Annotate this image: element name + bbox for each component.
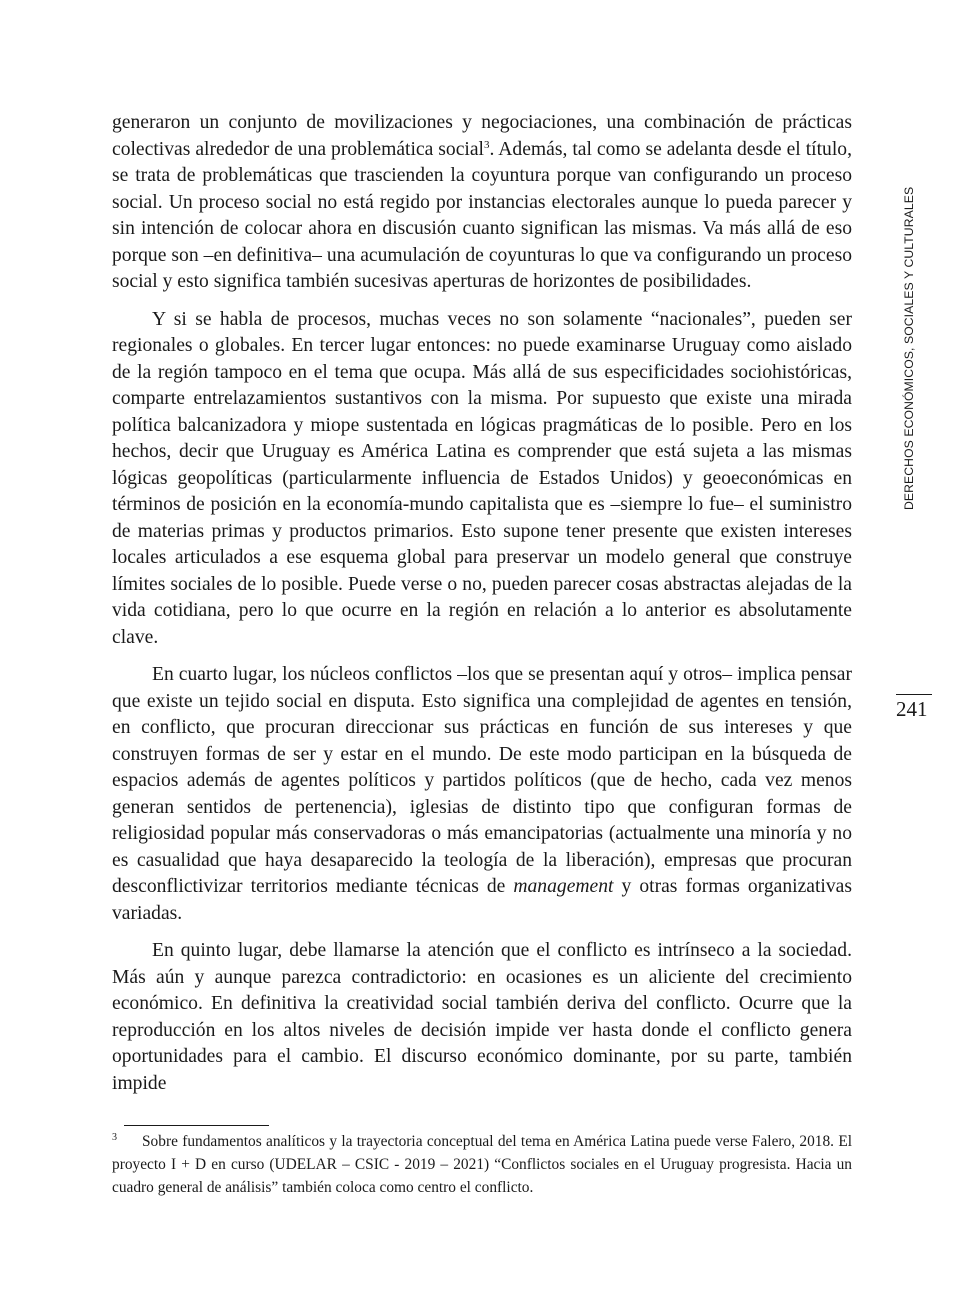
emphasis-term: management: [513, 876, 614, 897]
paragraph-1-text-b: . Además, tal como se adelanta desde el título, se trata de problemáticas que trascienden la coyuntura porque van configurando un proceso social. Un proceso social no está regido por instancias electorales aunque lo pueda parecer y sin intención de colocar ahora en discusión cuanto significan las mismas. Va más allá de eso porque son –en definitiva– una acumulación de coyunturas lo que va configurando un proceso social y esto significa también sucesivas aperturas de horizontes de posibilidades.: [112, 138, 852, 292]
paragraph-1: [112, 110, 852, 296]
paragraph-2: Y si se habla de procesos, muchas veces no son solamente “nacionales”, pueden ser regionales o globales. En tercer lugar entonces: no puede examinarse Uruguay como aislado de la región tampoco en el tema que ocupa. Más allá de sus especificidades sociohistóricas, comparte entrelazamientos sustantivos con la misma. Por supuesto que existe una mirada política balcanizadora y miope sustentada en lógicas pragmáticas de lo posible. Pero en los hechos, decir que Uruguay es América Latina es comprender que está sujeta a las mismas lógicas geopolíticas (particularmente influencia de Estados Unidos) y geoeconómicas en términos de posición en la economía-mundo capitalista que es –siempre lo fue– el suministro de materias primas y productos primarios. Esto supone tener presente que existen intereses locales articulados a ese esquema global para preservar un modelo general que construye límites sociales de lo posible. Puede verse o no, pueden parecer cosas abstractas alejadas de la vida cotidiana, pero lo que ocurre en la región en relación a lo anterior es absolutamente clave.: [112, 308, 852, 648]
footnote-separator: [124, 1125, 269, 1126]
paragraph-3: [112, 662, 852, 927]
paragraph-1-text-a: generaron un conjunto de movilizaciones y negociaciones, una combinación de prácticas colectivas alrededor de una problemática social: [112, 112, 852, 160]
footnote-marker: 3: [112, 1132, 117, 1143]
footnote-text: Sobre fundamentos analíticos y la trayectoria conceptual del tema en América Latina puede verse Falero, 2018. El proyecto I + D en curso (UDELAR – CSIC - 2019 – 2021) “Conflictos sociales en el Uruguay progresista. Hacia un cuadro general de análisis” también coloca como centro el conflicto.: [112, 1133, 852, 1196]
page-number: 241: [896, 697, 928, 721]
page-number-rule: [896, 694, 932, 695]
footnote: [112, 1130, 852, 1199]
paragraph-3-text-a: En cuarto lugar, los núcleos conflictos –los que se presentan aquí y otros– implica pensar que existe un tejido social en disputa. Esto significa una complejidad de agentes en tensión, en conflicto, que procuran direccionar sus prácticas en función de sus intereses y que construyen formas de ser y estar en el mundo. De este modo participan en la búsqueda de espacios además de agentes políticos y partidos políticos (que de hecho, cada vez menos generan sentidos de pertenencia), iglesias de distinto tipo que configuran formas de religiosidad popular más conservadoras o más emancipatorias (actualmente una minoría y no es casualidad que haya desaparecido la teología de la liberación), empresas que procuran desconflictivizar territorios mediante técnicas de: [112, 664, 852, 897]
footnote-reference[interactable]: 3: [483, 138, 490, 151]
paragraph-3-text-b: y otras formas organizativas variadas.: [112, 876, 852, 924]
paragraph-4: En quinto lugar, debe llamarse la atención que el conflicto es intrínseco a la sociedad. Más aún y aunque parezca contradictorio: en ocasiones es un aliciente del crecimiento económico. En definitiva la creatividad social también deriva del conflicto. Ocurre que la reproducción en los altos niveles de decisión impide ver hasta donde el conflicto genera oportunidades para el cambio. El discurso económico dominante, por su parte, también impide: [112, 940, 852, 1094]
body-text: [112, 110, 852, 1108]
running-section-title: DERECHOS ECONÓMICOS, SOCIALES Y CULTURALES: [902, 186, 916, 510]
